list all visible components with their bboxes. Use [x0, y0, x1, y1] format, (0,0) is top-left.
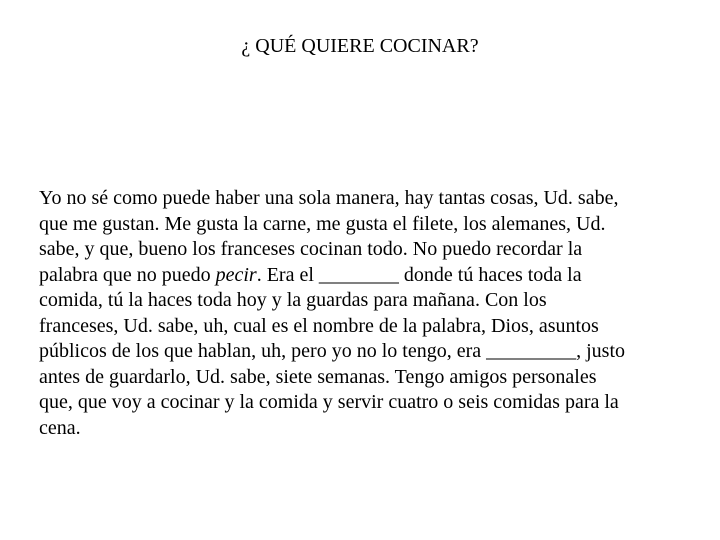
- paragraph-line: [39, 416, 699, 442]
- line-text: sabe, y que, bueno los franceses cocinan todo. No puedo recordar la: [39, 238, 583, 260]
- line-text: Yo no sé como puede haber una sola manera, hay tantas cosas, Ud. sabe,: [39, 187, 619, 209]
- paragraph-line: [39, 314, 699, 340]
- italic-word: pecir: [215, 263, 257, 286]
- paragraph-line: [39, 212, 699, 238]
- page-title: ¿ QUÉ QUIERE COCINAR?: [241, 35, 479, 57]
- line-text: públicos de los que hablan, uh, pero yo no lo tengo, era _________, justo: [39, 340, 626, 362]
- line-text: que, que voy a cocinar y la comida y servir cuatro o seis comidas para la: [39, 391, 619, 413]
- paragraph-line: [39, 186, 699, 212]
- line-text: cena.: [39, 416, 81, 439]
- paragraph-line: [39, 390, 699, 416]
- paragraph-line: [39, 365, 699, 391]
- paragraph-line: [39, 237, 699, 263]
- line-text: que me gustan. Me gusta la carne, me gusta el filete, los alemanes, Ud.: [39, 212, 606, 235]
- line-text: franceses, Ud. sabe, uh, cual es el nombre de la palabra, Dios, asuntos: [39, 314, 599, 337]
- line-text: . Era el ________ donde tú haces toda la: [256, 263, 582, 286]
- paragraph-line: [39, 288, 699, 314]
- line-text: palabra que no puedo: [39, 263, 216, 286]
- line-text: antes de guardarlo, Ud. sabe, siete semanas. Tengo amigos personales: [39, 365, 597, 388]
- paragraph-line: [39, 339, 699, 365]
- paragraph-line: [39, 263, 699, 289]
- body-paragraph: [39, 186, 699, 441]
- line-text: comida, tú la haces toda hoy y la guardas para mañana. Con los: [39, 289, 547, 311]
